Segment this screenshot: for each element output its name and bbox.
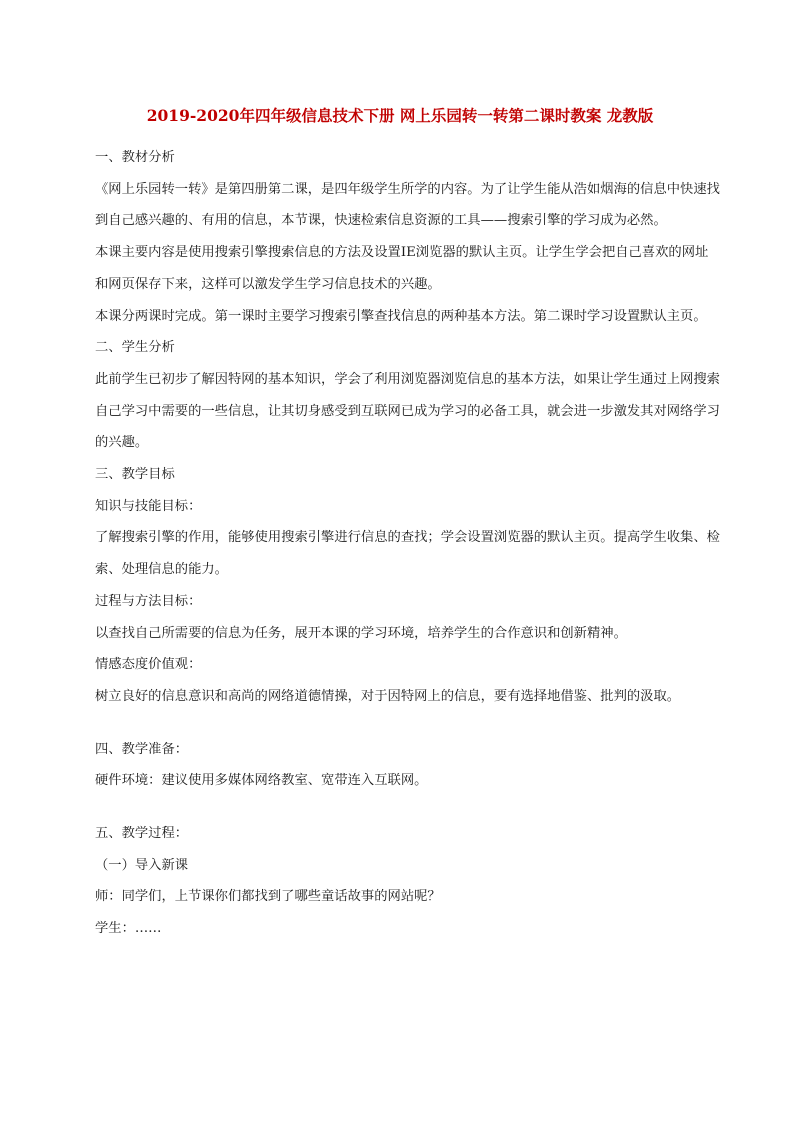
blank-line bbox=[95, 713, 720, 734]
blank-line bbox=[95, 797, 720, 818]
paragraph: 了解搜索引擎的作用，能够使用搜索引擎进行信息的查找；学会设置浏览器的默认主页。提高学生收集、检索、处理信息的能力。 bbox=[95, 530, 720, 578]
paragraph: 此前学生已初步了解因特网的基本知识，学会了利用浏览器浏览信息的基本方法，如果让学生通过上网搜索自己学习中需要的一些信息，让其切身感受到互联网已成为学习的必备工具，就会进一步激发其对网络学习的兴趣。 bbox=[95, 371, 720, 451]
paragraph: 树立良好的信息意识和高尚的网络道德情操，对于因特网上的信息，要有选择地借鉴、批判的汲取。 bbox=[95, 688, 681, 704]
paragraph: 《网上乐园转一转》是第四册第二课，是四年级学生所学的内容。为了让学生能从浩如烟海的信息中快速找到自己感兴趣的、有用的信息，本节课，快速检索信息资源的工具——搜索引擎的学习成为必然。 bbox=[95, 181, 720, 229]
paragraph: 学生：…… bbox=[95, 921, 162, 937]
paragraph: 以查找自己所需要的信息为任务，展开本课的学习环境，培养学生的合作意识和创新精神。 bbox=[95, 625, 627, 641]
subheading: 知识与技能目标： bbox=[95, 498, 202, 514]
document-title: 2019-2020年四年级信息技术下册 网上乐园转一转第二课时教案 龙教版 bbox=[146, 106, 654, 125]
section-heading: 五、教学过程： bbox=[95, 826, 189, 842]
subheading: （一）导入新课 bbox=[95, 857, 189, 873]
document-body bbox=[95, 142, 720, 945]
section-heading: 四、教学准备： bbox=[95, 741, 189, 757]
section-heading: 一、教材分析 bbox=[95, 150, 175, 165]
subheading: 情感态度价值观： bbox=[95, 657, 202, 673]
paragraph: 师：同学们，上节课你们都找到了哪些童话故事的网站呢？ bbox=[95, 889, 441, 905]
section-heading: 三、教学目标 bbox=[95, 467, 175, 483]
paragraph: 本课分两课时完成。第一课时主要学习搜索引擎查找信息的两种基本方法。第二课时学习设置默认主页。 bbox=[95, 308, 707, 324]
paragraph: 硬件环境：建议使用多媒体网络教室、宽带连入互联网。 bbox=[95, 773, 428, 789]
paragraph: 本课主要内容是使用搜索引擎搜索信息的方法及设置IE浏览器的默认主页。让学生学会把自己喜欢的网址和网页保存下来，这样可以激发学生学习信息技术的兴趣。 bbox=[95, 245, 709, 292]
section-heading: 二、学生分析 bbox=[95, 340, 175, 356]
subheading: 过程与方法目标： bbox=[95, 593, 202, 609]
